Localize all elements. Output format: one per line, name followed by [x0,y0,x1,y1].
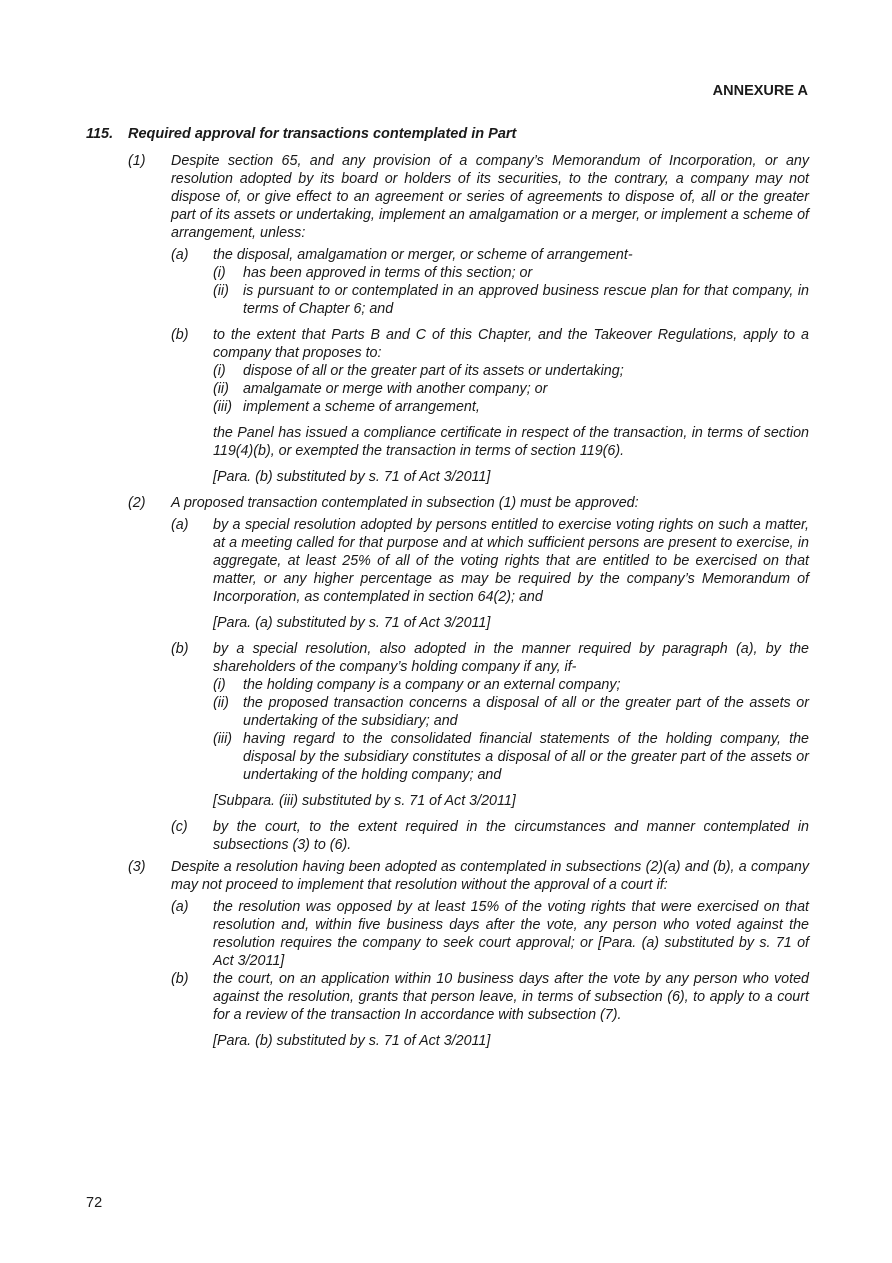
paragraph-3a [171,898,809,970]
paragraph-2b [171,640,809,810]
annexure-heading: ANNEXURE A [712,83,808,99]
subsection-1 [128,152,809,490]
subparagraph-1b-i [213,362,809,380]
paragraph-text: the resolution was opposed by at least 15% of the voting rights that were exercised on that resolution and, within five business days after the vote, any person who voted against the resolution requires the company to seek court approval; or [Para. (a) substituted by s. 71 of Act 3/2011] [213,899,809,969]
subparagraph-label: (i) [213,363,226,379]
paragraph-2a [171,516,809,632]
section-number: 115. [86,126,114,142]
subparagraph-1b-iii [213,398,809,416]
subparagraph-label: (iii) [213,399,233,415]
paragraph-1a [171,246,809,318]
paragraph-2c [171,818,809,854]
amendment-note: [Para. (b) substituted by s. 71 of Act 3/2011] [213,469,491,485]
subparagraph-text: is pursuant to or contemplated in an approved business rescue plan for that company, in terms of Chapter 6; and [243,283,809,317]
subparagraph-text: the holding company is a company or an external company; [243,677,621,693]
paragraph-label: (b) [171,641,189,657]
subparagraph-2b-i [213,676,809,694]
subsection-3 [128,858,809,1050]
paragraph-text: the disposal, amalgamation or merger, or scheme of arrangement- [213,247,633,263]
paragraph-text: to the extent that Parts B and C of this Chapter, and the Takeover Regulations, apply to a company that proposes to: [213,327,809,361]
page-number: 72 [86,1195,103,1211]
amendment-note: [Para. (a) substituted by s. 71 of Act 3/2011] [213,615,491,631]
section-body [128,152,809,1050]
subparagraph-label: (ii) [213,381,229,397]
paragraph-text: by the court, to the extent required in the circumstances and manner contemplated in subsections (3) to (6). [213,819,809,853]
subsection-2 [128,494,809,854]
paragraph-label: (a) [171,247,189,263]
subsection-label: (2) [128,495,146,511]
subparagraph-label: (ii) [213,695,229,711]
subparagraph-label: (i) [213,265,226,281]
subparagraph-text: implement a scheme of arrangement, [243,399,480,415]
paragraph-label: (a) [171,517,189,533]
amendment-note: [Subpara. (iii) substituted by s. 71 of Act 3/2011] [213,793,516,809]
subsection-label: (1) [128,153,146,169]
subparagraph-text: has been approved in terms of this section; or [243,265,533,281]
paragraph-text: by a special resolution, also adopted in the manner required by paragraph (a), by the shareholders of the company’s holding company if any, if- [213,641,809,675]
subsection-text: Despite a resolution having been adopted as contemplated in subsections (2)(a) and (b), a company may not proceed to implement that resolution without the approval of a court if: [171,859,809,893]
section-title: Required approval for transactions contemplated in Part [128,126,517,142]
subparagraph-text: the proposed transaction concerns a disposal of all or the greater part of the assets or undertaking of the subsidiary; and [243,695,809,729]
paragraph-1b [171,326,809,486]
subparagraph-text: dispose of all or the greater part of its assets or undertaking; [243,363,624,379]
subparagraph-1a-i [213,264,809,282]
section-heading [86,125,516,143]
paragraph-label: (c) [171,819,188,835]
amendment-note: [Para. (b) substituted by s. 71 of Act 3/2011] [213,1033,491,1049]
subparagraph-2b-ii [213,694,809,730]
subsection-text: A proposed transaction contemplated in subsection (1) must be approved: [171,495,639,511]
paragraph-3b [171,970,809,1050]
subsection-label: (3) [128,859,146,875]
paragraph-label: (b) [171,971,189,987]
subparagraph-text: amalgamate or merge with another company; or [243,381,548,397]
subparagraph-label: (ii) [213,283,229,299]
paragraph-text: the court, on an application within 10 business days after the vote by any person who voted against the resolution, grants that person leave, in terms of subsection (6), to apply to a court for a review of the transaction In accordance with subsection (7). [213,971,809,1023]
subparagraph-2b-iii [213,730,809,784]
subparagraph-text: having regard to the consolidated financial statements of the holding company, the disposal by the subsidiary constitutes a disposal of all or the greater part of the assets or undertaking of the holding company; and [243,731,809,783]
subparagraph-1a-ii [213,282,809,318]
continuation-text: the Panel has issued a compliance certificate in respect of the transaction, in terms of section 119(4)(b), or exempted the transaction in terms of section 119(6). [213,425,809,459]
paragraph-label: (a) [171,899,189,915]
subparagraph-label: (iii) [213,731,233,747]
paragraph-text: by a special resolution adopted by persons entitled to exercise voting rights on such a matter, at a meeting called for that purpose and at which sufficient persons are present to exercise, in aggregate, at least 25% of all of the voting rights that are entitled to be exercised on that matter, or any higher percentage as may be required by the company’s Memorandum of Incorporation, as contemplated in section 64(2); and [213,517,809,605]
subparagraph-1b-ii [213,380,809,398]
paragraph-label: (b) [171,327,189,343]
subparagraph-label: (i) [213,677,226,693]
subsection-text: Despite section 65, and any provision of a company’s Memorandum of Incorporation, or any resolution adopted by its board or holders of its securities, to the contrary, a company may not dispose of, or give effect to an agreement or series of agreements to dispose of, all or the greater part of its assets or undertaking, implement an amalgamation or a merger, or implement a scheme of arrangement, unless: [171,153,809,241]
